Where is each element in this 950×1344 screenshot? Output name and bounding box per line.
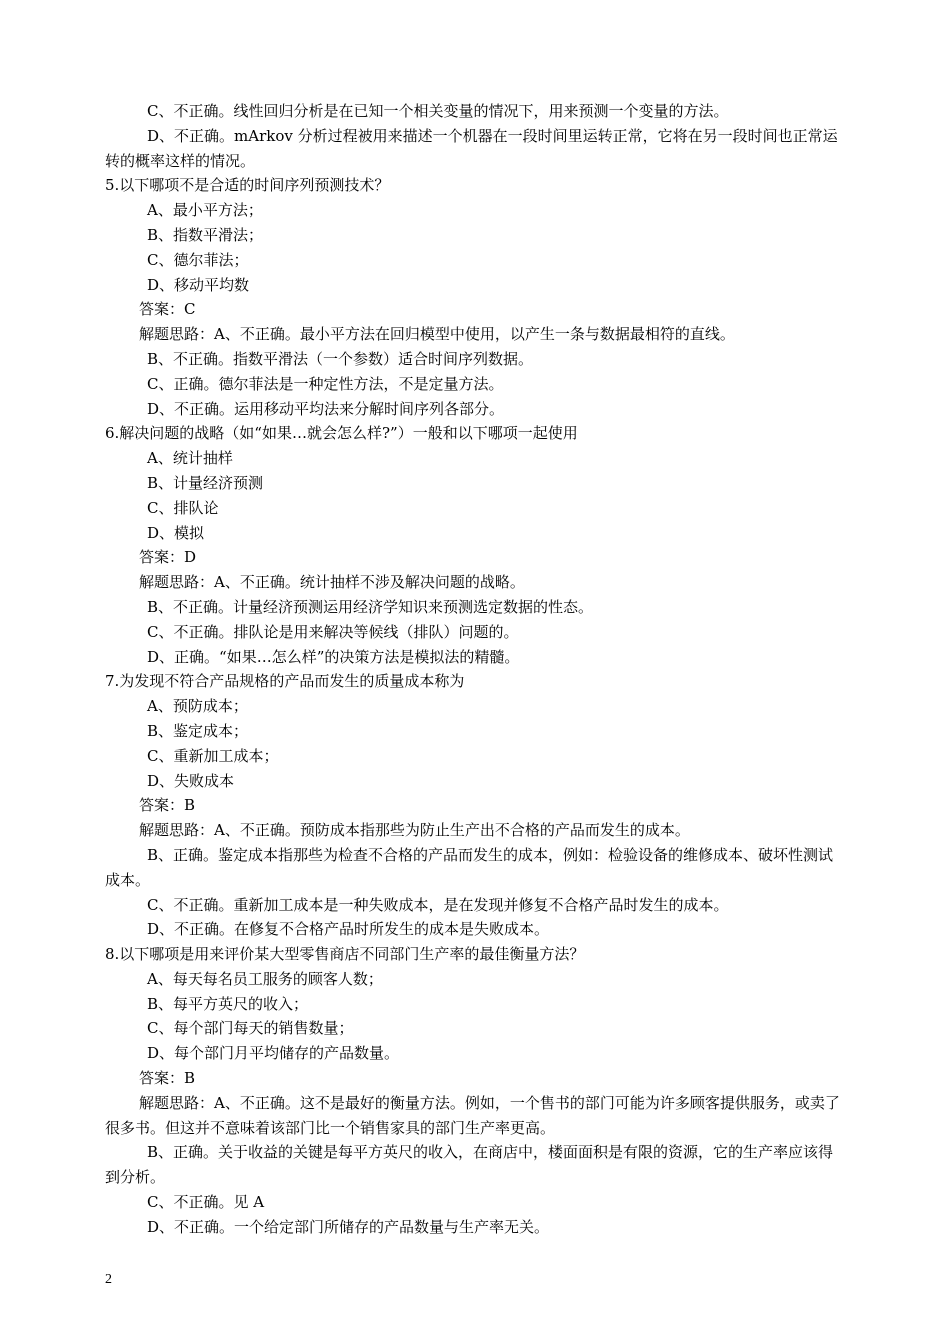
explanation-text: D、不正确。在修复不合格产品时所发生的成本是失败成本。 [147, 920, 550, 939]
question-text: 6.解决问题的战略（如“如果…就会怎么样?”）一般和以下哪项一起使用 [105, 424, 578, 443]
question-text: 7.为发现不符合产品规格的产品而发生的质量成本称为 [105, 672, 465, 691]
explanation-text: C、不正确。线性回归分析是在已知一个相关变量的情况下，用来预测一个变量的方法。 [147, 102, 729, 120]
answer-text: 答案：B [139, 796, 196, 815]
option-text: B、每平方英尺的收入； [147, 994, 309, 1013]
explanation-text: D、不正确。一个给定部门所储存的产品数量与生产率无关。 [147, 1217, 550, 1236]
explanation-text: B、不正确。计量经济预测运用经济学知识来预测选定数据的性态。 [147, 597, 594, 616]
option-text: B、鉴定成本； [147, 721, 249, 740]
option-text: C、重新加工成本； [147, 746, 279, 765]
option-text: C、德尔菲法； [147, 250, 249, 269]
explanation-text: C、不正确。重新加工成本是一种失败成本，是在发现并修复不合格产品时发生的成本。 [147, 895, 729, 914]
explanation-text: C、正确。德尔菲法是一种定性方法，不是定量方法。 [147, 374, 504, 393]
explanation-text: D、不正确。mArkov 分析过程被用来描述一个机器在一段时间里运转正常，它将在另一段时间也正常运转的概率这样的情况。 [105, 126, 838, 170]
option-text: D、移动平均数 [147, 275, 250, 294]
option-text: C、每个部门每天的销售数量； [147, 1019, 354, 1038]
question-text: 5.以下哪项不是合适的时间序列预测技术？ [105, 176, 390, 195]
explanation-text: 解题思路：A、不正确。预防成本指那些为防止生产出不合格的产品而发生的成本。 [139, 821, 690, 840]
explanation-text: 解题思路：A、不正确。最小平方法在回归模型中使用，以产生一条与数据最相符的直线。 [139, 325, 735, 344]
answer-text: 答案：C [139, 300, 196, 319]
option-text: A、每天每名员工服务的顾客人数； [147, 969, 383, 988]
explanation-text: 解题思路：A、不正确。统计抽样不涉及解决问题的战略。 [139, 573, 525, 592]
page-number: 2 [105, 1272, 112, 1287]
option-text: D、每个部门月平均储存的产品数量。 [147, 1044, 400, 1063]
explanation-text: B、不正确。指数平滑法（一个参数）适合时间序列数据。 [147, 349, 534, 368]
explanation-text: C、不正确。见 A [147, 1193, 265, 1212]
option-text: A、统计抽样 [147, 449, 233, 468]
explanation-text: D、不正确。运用移动平均法来分解时间序列各部分。 [147, 399, 505, 418]
document-body [105, 99, 845, 1240]
answer-text: 答案：D [139, 548, 197, 567]
option-text: D、模拟 [147, 523, 205, 542]
explanation-text: B、正确。鉴定成本指那些为检查不合格的产品而发生的成本，例如：检验设备的维修成本、破坏性测试成本。 [105, 845, 834, 889]
explanation-text: B、正确。关于收益的关键是每平方英尺的收入，在商店中，楼面面积是有限的资源，它的生产率应该得到分析。 [105, 1143, 834, 1187]
explanation-text: D、正确。“如果…怎么样”的决策方法是模拟法的精髓。 [147, 647, 520, 666]
option-text: B、指数平滑法； [147, 225, 264, 244]
question-text: 8.以下哪项是用来评价某大型零售商店不同部门生产率的最佳衡量方法？ [105, 945, 585, 964]
explanation-text: 解题思路：A、不正确。这不是最好的衡量方法。例如，一个售书的部门可能为许多顾客提供服务，或卖了很多书。但这并不意味着该部门比一个销售家具的部门生产率更高。 [105, 1093, 840, 1137]
answer-text: 答案：B [139, 1069, 196, 1088]
option-text: A、最小平方法； [147, 201, 263, 220]
option-text: A、预防成本； [147, 697, 248, 716]
option-text: D、失败成本 [147, 771, 235, 790]
option-text: C、排队论 [147, 498, 219, 517]
option-text: B、计量经济预测 [147, 473, 264, 492]
explanation-text: C、不正确。排队论是用来解决等候线（排队）问题的。 [147, 622, 519, 641]
